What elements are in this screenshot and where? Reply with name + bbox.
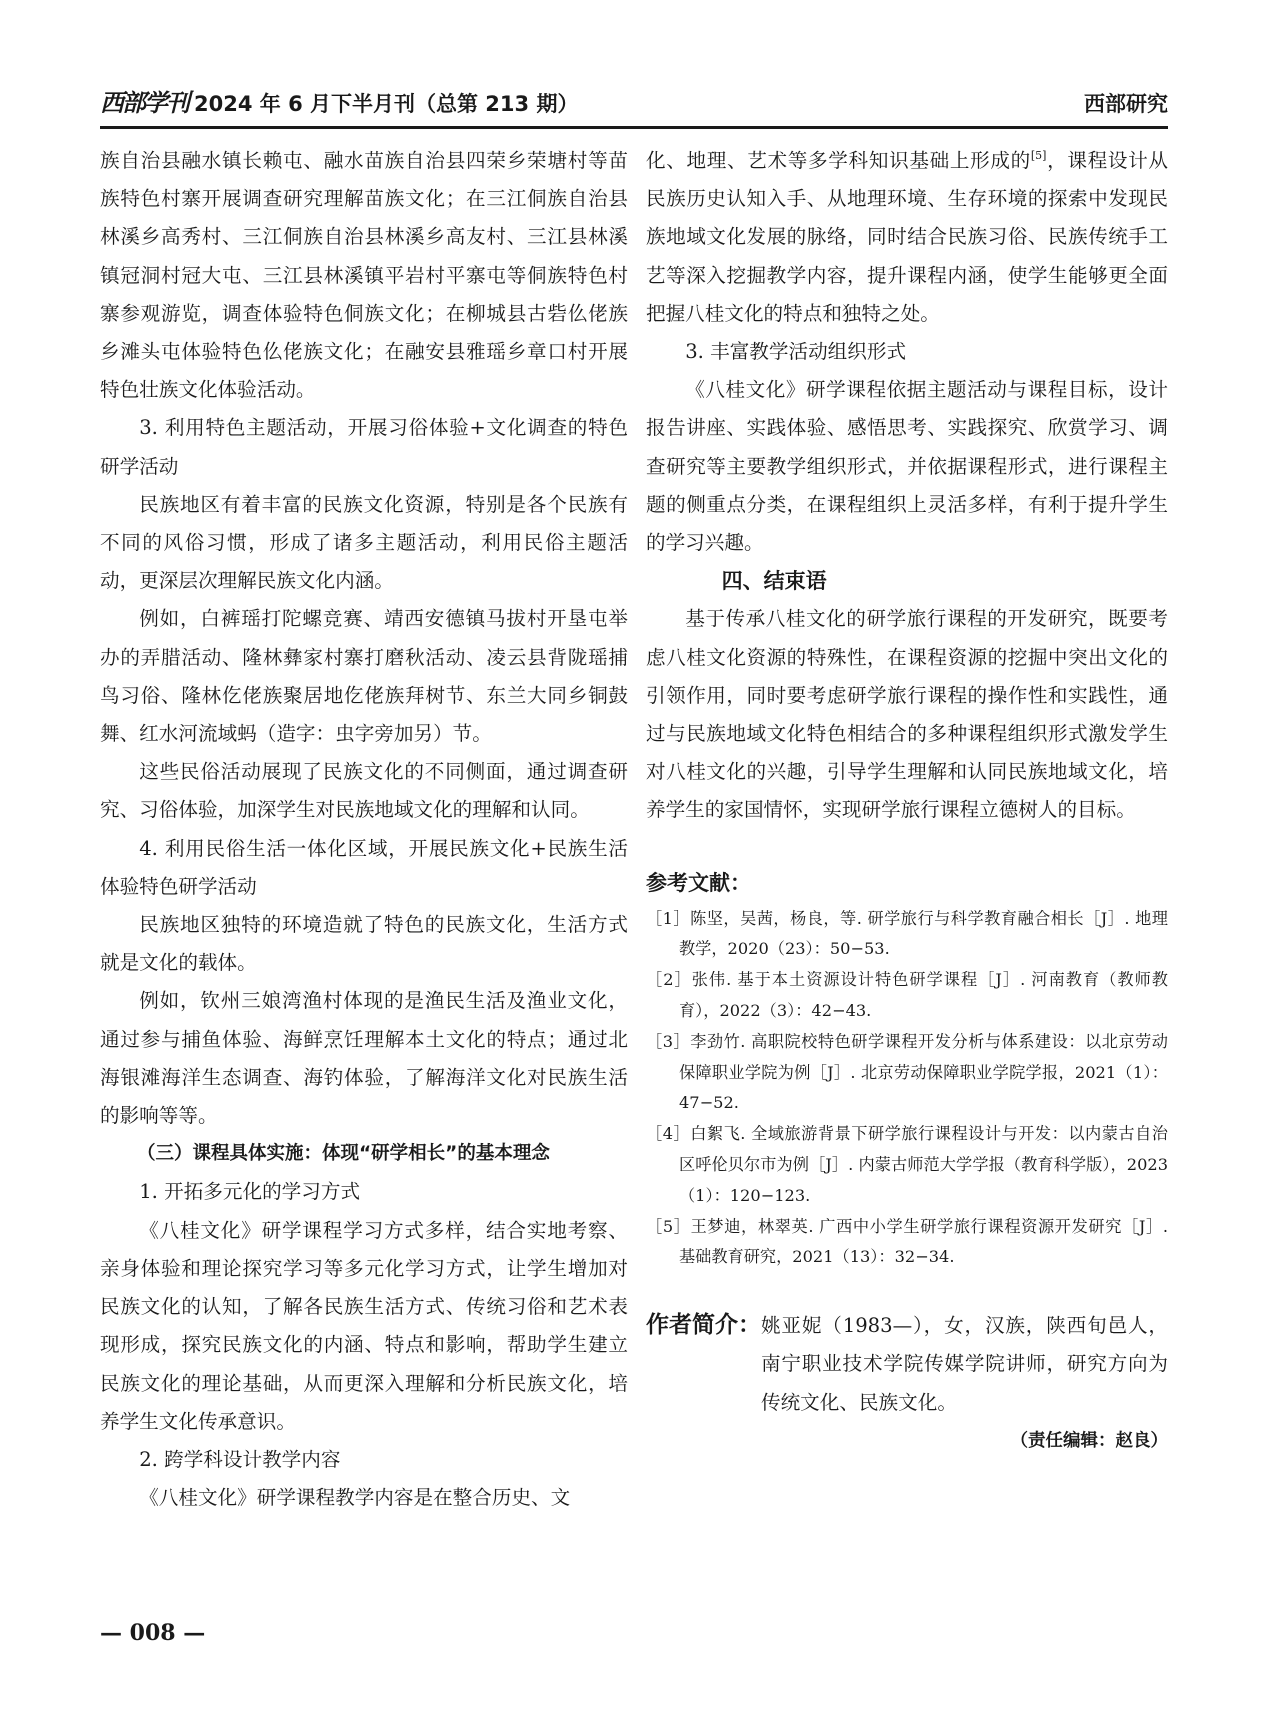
journal-info xyxy=(100,83,578,126)
paragraph-text: ，课程设计从民族历史认知入手、从地理环境、生存环境的探索中发现民族地域文化发展的脉络，同时结合民族习俗、民族传统手工艺等深入挖掘教学内容，提升课程内涵，使学生能够更全面把握八桂文化的特点和独特之处。 xyxy=(646,149,1169,325)
page-number: — 008 — xyxy=(100,1620,206,1646)
subsection-heading: 1. 开拓多元化的学习方式 xyxy=(139,1180,361,1204)
author-bio-text: 姚亚妮（1983—），女，汉族，陕西旬邑人，南宁职业技术学院传媒学院讲师，研究方向为传统文化、民族文化。 xyxy=(761,1314,1168,1414)
reference-item: ［5］王梦迪，林翠英. 广西中小学生研学旅行课程资源开发研究［J］. 基础教育研究，2021（13）：32−34. xyxy=(646,1216,1168,1267)
subsection-heading: 2. 跨学科设计教学内容 xyxy=(139,1447,341,1471)
references-list xyxy=(646,904,1168,1274)
author-bio-label: 作者简介： xyxy=(646,1312,761,1339)
paragraph: 这些民俗活动展现了民族文化的不同侧面，通过调查研究、习俗体验，加深学生对民族地域文化的理解和认同。 xyxy=(100,760,628,822)
paragraph: 民族地区独特的环境造就了特色的民族文化，生活方式就是文化的载体。 xyxy=(100,913,628,975)
paragraph: 例如，钦州三娘湾渔村体现的是渔民生活及渔业文化，通过参与捕鱼体验、海鲜烹饪理解本土文化的特点；通过北海银滩海洋生态调查、海钓体验，了解海洋文化对民族生活的影响等等。 xyxy=(100,989,628,1128)
reference-item: ［1］陈坚，吴茜，杨良，等. 研学旅行与科学教育融合相长［J］. 地理教学，2020（23）：50−53. xyxy=(646,908,1168,959)
paragraph: 《八桂文化》研学课程教学内容是在整合历史、文 xyxy=(139,1486,571,1510)
reference-item: ［2］张伟. 基于本土资源设计特色研学课程［J］. 河南教育（教师教育），2022（3）：42−43. xyxy=(646,970,1168,1021)
journal-logo: 西部学刊 xyxy=(100,88,188,117)
right-column xyxy=(646,142,1168,1458)
paragraph: 基于传承八桂文化的研学旅行课程的开发研究，既要考虑八桂文化资源的特殊性，在课程资源的挖掘中突出文化的引领作用，同时要考虑研学旅行课程的操作性和实践性，通过与民族地域文化特色相结合的多种课程组织形式激发学生对八桂文化的兴趣，引导学生理解和认同民族地域文化，培养学生的家国情怀，实现研学旅行课程立德树人的目标。 xyxy=(646,607,1168,822)
subsection-heading: 3. 丰富教学活动组织形式 xyxy=(685,340,907,364)
paragraph: 《八桂文化》研学课程学习方式多样，结合实地考察、亲身体验和理论探究学习等多元化学习方式，让学生增加对民族文化的认知，了解各民族生活方式、传统习俗和艺术表现形成，探究民族文化的内涵、特点和影响，帮助学生建立民族文化的理论基础，从而更深入理解和分析民族文化，培养学生文化传承意识。 xyxy=(100,1218,628,1433)
responsible-editor: （责任编辑：赵良） xyxy=(1010,1430,1168,1451)
citation-mark: [5] xyxy=(1030,149,1047,162)
paragraph: 例如，白裤瑶打陀螺竞赛、靖西安德镇马拔村开垦屯举办的弄腊活动、隆林彝家村寨打磨秋活动、凌云县背陇瑶捕鸟习俗、隆林仡佬族聚居地仡佬族拜树节、东兰大同乡铜鼓舞、红水河流域蚂（造字：虫字旁加另）节。 xyxy=(100,607,628,746)
reference-item: ［3］李劲竹. 高职院校特色研学课程开发分析与体系建设：以北京劳动保障职业学院为例［J］. 北京劳动保障职业学院学报，2021（1）：47−52. xyxy=(646,1031,1168,1113)
paragraph: 民族地区有着丰富的民族文化资源，特别是各个民族有不同的风俗习惯，形成了诸多主题活动，利用民俗主题活动，更深层次理解民族文化内涵。 xyxy=(100,492,628,593)
reference-item: ［4］白絮飞. 全域旅游背景下研学旅行课程设计与开发：以内蒙古自治区呼伦贝尔市为例［J］. 内蒙古师范大学学报（教育科学版），2023（1）：120−123. xyxy=(646,1124,1168,1205)
section-name: 西部研究 xyxy=(1084,92,1168,116)
paragraph: 《八桂文化》研学课程依据主题活动与课程目标，设计报告讲座、实践体验、感悟思考、实践探究、欣赏学习、调查研究等主要教学组织形式，并依据课程形式，进行课程主题的侧重点分类，在课程组织上灵活多样，有利于提升学生的学习兴趣。 xyxy=(646,378,1168,555)
section-title: 四、结束语 xyxy=(721,569,827,594)
paragraph: 族自治县融水镇长赖屯、融水苗族自治县四荣乡荣塘村等苗族特色村寨开展调查研究理解苗族文化；在三江侗族自治县林溪乡高秀村、三江侗族自治县林溪乡高友村、三江县林溪镇冠洞村冠大屯、三江县林溪镇平岩村平寨屯等侗族特色村寨参观游览，调查体验特色侗族文化；在柳城县古砦仫佬族乡滩头屯体验特色仫佬族文化；在融安县雅瑶乡章口村开展特色壮族文化体验活动。 xyxy=(100,149,628,402)
left-column xyxy=(100,142,628,1517)
paragraph xyxy=(646,142,1168,333)
paragraph-text: 化、地理、艺术等多学科知识基础上形成的 xyxy=(646,149,1031,172)
references-title: 参考文献： xyxy=(646,870,751,895)
section-heading: （三）课程具体实施：体现“研学相长”的基本理念 xyxy=(137,1143,550,1165)
page-header xyxy=(100,84,1168,129)
subsection-heading: 3. 利用特色主题活动，开展习俗体验+文化调查的特色研学活动 xyxy=(100,416,628,478)
issue-info: 2024 年 6 月下半月刊（总第 213 期） xyxy=(194,92,579,116)
subsection-heading: 4. 利用民俗生活一体化区域，开展民族文化+民族生活体验特色研学活动 xyxy=(100,836,628,898)
author-bio xyxy=(646,1307,1168,1422)
